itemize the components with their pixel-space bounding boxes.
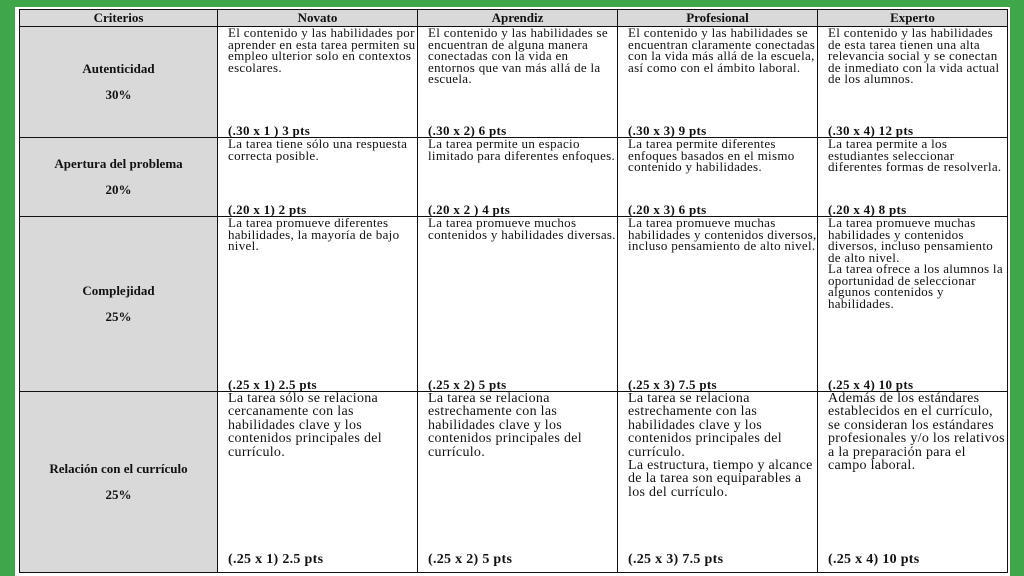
level-cell bbox=[618, 392, 818, 573]
row-relacion-curriculo bbox=[20, 392, 1008, 573]
criterion-weight: 25% bbox=[105, 309, 132, 324]
level-description: La tarea promueve muchas habilidades y contenidos diversos, incluso pensamiento de alto nivel. bbox=[628, 215, 817, 253]
level-description: La tarea se relaciona estrechamente con las habilidades clave y los contenidos principales del currículo. bbox=[428, 391, 582, 460]
level-cell bbox=[818, 392, 1008, 573]
level-description: La tarea tiene sólo una respuesta correcta posible. bbox=[228, 136, 408, 163]
level-points: (.20 x 4) 8 pts bbox=[828, 202, 907, 217]
level-points: (.30 x 3) 9 pts bbox=[628, 123, 707, 138]
criterion-cell bbox=[20, 27, 218, 138]
level-description: La tarea permite a los estudiantes seleccionar diferentes formas de resolverla. bbox=[828, 136, 1002, 174]
level-points: (.25 x 4) 10 pts bbox=[828, 377, 914, 392]
level-points: (.30 x 4) 12 pts bbox=[828, 123, 914, 138]
header-row bbox=[20, 10, 1008, 27]
criterion-weight: 20% bbox=[105, 182, 132, 197]
criterion-name: Apertura del problema bbox=[54, 156, 183, 171]
level-description: La tarea promueve muchos contenidos y habilidades diversas. bbox=[428, 215, 616, 242]
level-cell bbox=[618, 138, 818, 217]
level-description: El contenido y las habilidades se encuentran claramente conectadas con la vida más allá de la escuela, así como con el ámbito laboral. bbox=[628, 25, 816, 75]
header-profesional: Profesional bbox=[618, 10, 818, 27]
criterion-cell bbox=[20, 392, 218, 573]
row-apertura bbox=[20, 138, 1008, 217]
header-criterios: Criterios bbox=[20, 10, 218, 27]
level-points: (.25 x 3) 7.5 pts bbox=[628, 377, 717, 392]
level-cell bbox=[418, 392, 618, 573]
level-cell bbox=[218, 27, 418, 138]
level-description: El contenido y las habilidades se encuentran de alguna manera conectadas con la vida en entornos que van más allá de la escuela. bbox=[428, 25, 608, 86]
level-description: El contenido y las habilidades por aprender en esta tarea permiten su empleo ulterior solo en contextos escolares. bbox=[228, 25, 416, 75]
level-description: La tarea promueve diferentes habilidades, la mayoría de bajo nivel. bbox=[228, 215, 400, 253]
level-points: (.20 x 2 ) 4 pts bbox=[428, 202, 511, 217]
level-cell bbox=[418, 217, 618, 392]
criterion-name: Complejidad bbox=[82, 283, 155, 298]
level-description: La tarea promueve muchas habilidades y contenidos diversos, incluso pensamiento de alto nivel. La tarea ofrece a los alumnos la oportunidad de seleccionar algunos contenidos y habilidades. bbox=[828, 215, 1003, 311]
header-novato: Novato bbox=[218, 10, 418, 27]
level-description: La tarea permite un espacio limitado para diferentes enfoques. bbox=[428, 136, 616, 163]
level-points: (.30 x 1 ) 3 pts bbox=[228, 123, 311, 138]
row-autenticidad bbox=[20, 27, 1008, 138]
level-points: (.25 x 3) 7.5 pts bbox=[628, 552, 724, 567]
rubric-frame bbox=[15, 7, 1010, 576]
level-points: (.25 x 2) 5 pts bbox=[428, 377, 507, 392]
level-description: La tarea sólo se relaciona cercanamente con las habilidades clave y los contenidos principales del currículo. bbox=[228, 391, 382, 460]
criterion-cell bbox=[20, 217, 218, 392]
level-points: (.25 x 1) 2.5 pts bbox=[228, 377, 317, 392]
level-cell bbox=[218, 217, 418, 392]
level-cell bbox=[818, 27, 1008, 138]
row-complejidad bbox=[20, 217, 1008, 392]
level-cell bbox=[818, 217, 1008, 392]
level-points: (.25 x 1) 2.5 pts bbox=[228, 552, 324, 567]
level-cell bbox=[218, 392, 418, 573]
level-points: (.25 x 2) 5 pts bbox=[428, 552, 513, 567]
level-cell bbox=[218, 138, 418, 217]
level-description: El contenido y las habilidades de esta tarea tienen una alta relevancia social y se conectan de inmediato con la vida actual de los alumnos. bbox=[828, 25, 1000, 86]
criterion-weight: 25% bbox=[105, 487, 132, 502]
level-points: (.20 x 3) 6 pts bbox=[628, 202, 707, 217]
criterion-name: Autenticidad bbox=[82, 61, 155, 76]
level-points: (.25 x 4) 10 pts bbox=[828, 552, 920, 567]
level-description: La tarea permite diferentes enfoques basados en el mismo contenido y habilidades. bbox=[628, 136, 795, 174]
level-description: Además de los estándares establecidos en el currículo, se consideran los estándares profesionales y/o los relativos a la preparación para el campo laboral. bbox=[828, 391, 1005, 474]
level-points: (.30 x 2) 6 pts bbox=[428, 123, 507, 138]
level-description: La tarea se relaciona estrechamente con las habilidades clave y los contenidos principales del currículo. La estructura, tiempo y alcance de la tarea son equiparables a los del currículo. bbox=[628, 391, 813, 500]
criterion-name: Relación con el currículo bbox=[49, 461, 188, 476]
rubric-table bbox=[19, 9, 1008, 573]
level-cell bbox=[618, 27, 818, 138]
level-cell bbox=[618, 217, 818, 392]
level-cell bbox=[418, 138, 618, 217]
level-points: (.20 x 1) 2 pts bbox=[228, 202, 307, 217]
level-cell bbox=[418, 27, 618, 138]
header-experto: Experto bbox=[818, 10, 1008, 27]
criterion-cell bbox=[20, 138, 218, 217]
criterion-weight: 30% bbox=[105, 87, 132, 102]
header-aprendiz: Aprendiz bbox=[418, 10, 618, 27]
level-cell bbox=[818, 138, 1008, 217]
